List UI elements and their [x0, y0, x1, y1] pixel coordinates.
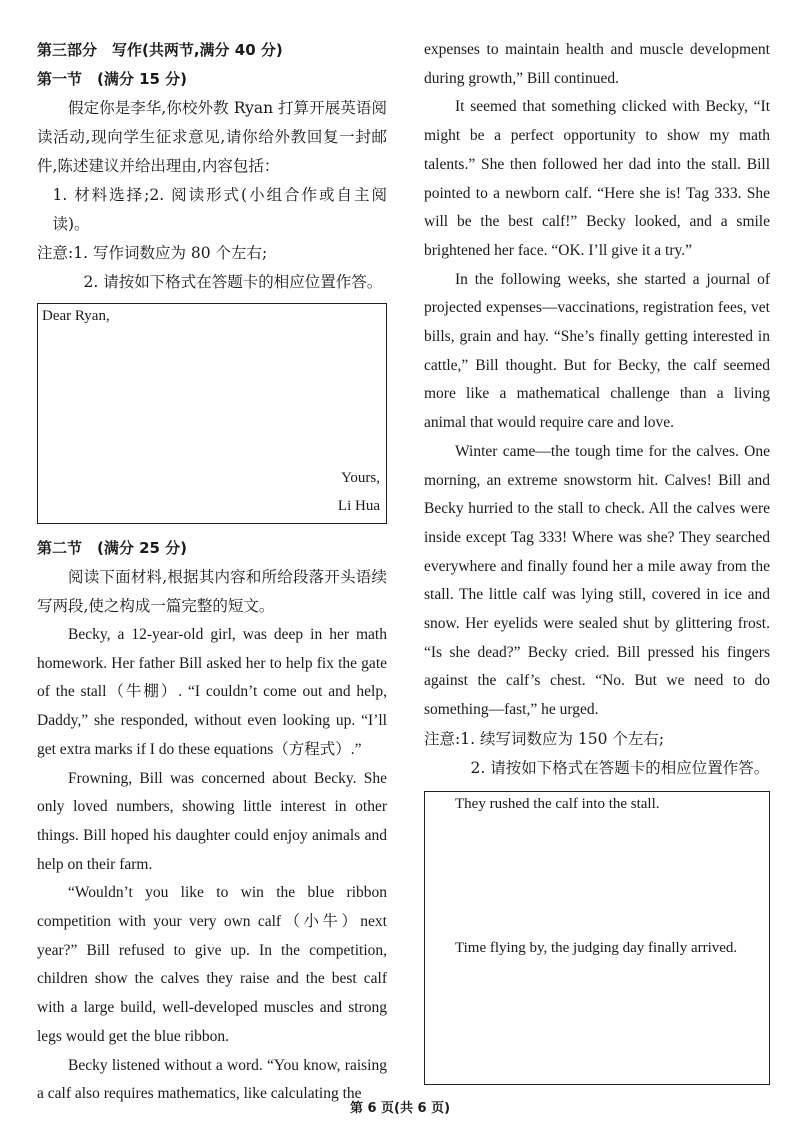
continuation-answer-box [424, 791, 770, 1085]
section1-title: 第一节 (满分 15 分) [37, 70, 188, 88]
section1-note2: 2. 请按如下格式在答题卡的相应位置作答。 [83, 273, 383, 291]
story-paragraph: “Wouldn’t you like to win the blue ribbon competition with your very own calf（小牛）next year?” Bill refused to give up. In the competition, children show the calves they raise and the best calf with a large build, well-developed muscles and strong legs would get the blue ribbon. [37, 884, 387, 1045]
section2-note2: 2. 请按如下格式在答题卡的相应位置作答。 [470, 758, 770, 777]
section1-points: 1. 材料选择;2. 阅读形式(小组合作或自主阅读)。 [52, 186, 387, 233]
story-paragraph: Becky, a 12-year-old girl, was deep in her math homework. Her father Bill asked her to help fix the gate of the stall（牛棚）. “I couldn’t come out and help, Daddy,” she responded, without even looking up. “I’ll get extra marks if I do these equations（方程式）.” [37, 626, 387, 758]
part-title: 第三部分 写作(共两节,满分 40 分) [37, 41, 283, 59]
story-paragraph: It seemed that something clicked with Becky, “It might be a perfect opportunity to show my math talents.” She then followed her dad into the stall. Bill pointed to a newborn calf. “Here she is! Tag 333. She will be the best calf!” Becky looked, and a smile brightened her face. “OK. I’ll give it a try.” [424, 98, 770, 259]
story-paragraph: Becky listened without a word. “You know, raising a calf also requires mathematics, like calculating the [37, 1056, 387, 1103]
section1-note1: 注意:1. 写作词数应为 80 个左右; [37, 244, 268, 262]
story-paragraph: Frowning, Bill was concerned about Becky. She only loved numbers, showing little interest in other things. Bill hoped his daughter could enjoy animals and help on their farm. [37, 769, 387, 873]
letter-answer-box [37, 303, 387, 524]
section2-title: 第二节 (满分 25 分) [37, 539, 188, 557]
left-column [37, 36, 387, 1109]
right-column [424, 36, 770, 1085]
section2-prompt: 阅读下面材料,根据其内容和所给段落开头语续写两段,使之构成一篇完整的短文。 [37, 568, 387, 615]
section1-prompt: 假定你是李华,你校外教 Ryan 打算开展英语阅读活动,现向学生征求意见,请你给外教回复一封邮件,陈述建议并给出理由,内容包括： [37, 99, 387, 175]
page-number: 第 6 页(共 6 页) [349, 1101, 451, 1116]
story-paragraph: Winter came—the tough time for the calves. One morning, an extreme snowstorm hit. Calves! Bill and Becky hurried to the stall to check. All the calves were inside except Tag 333! Where was she? They searched everywhere and finally found her a mile away from the stall. The little calf was lying still, covered in ice and snow. Her eyelids were sealed shut by glittering frost. “Is she dead?” Becky cried. Bill pressed his fingers against the calf’s chest. “No. But we need to do something—fast,” he urged. [424, 442, 770, 719]
story-paragraph: In the following weeks, she started a journal of projected expenses—vaccinations, registration fees, vet bills, grain and hay. “She’s finally getting interested in cattle,” Bill thought. But for Becky, the calf seemed more like a mathematical challenge than a living animal that would require care and love. [424, 270, 770, 432]
paragraph-starter-1: They rushed the calf into the stall. [455, 795, 660, 812]
letter-signature: Li Hua [337, 498, 380, 514]
letter-closing: Yours, [341, 470, 380, 486]
story-paragraph: expenses to maintain health and muscle development during growth,” Bill continued. [424, 41, 770, 87]
letter-greeting: Dear Ryan, [42, 308, 110, 324]
section2-note1: 注意:1. 续写词数应为 150 个左右; [424, 729, 665, 748]
paragraph-starter-2: Time flying by, the judging day finally arrived. [455, 939, 738, 956]
